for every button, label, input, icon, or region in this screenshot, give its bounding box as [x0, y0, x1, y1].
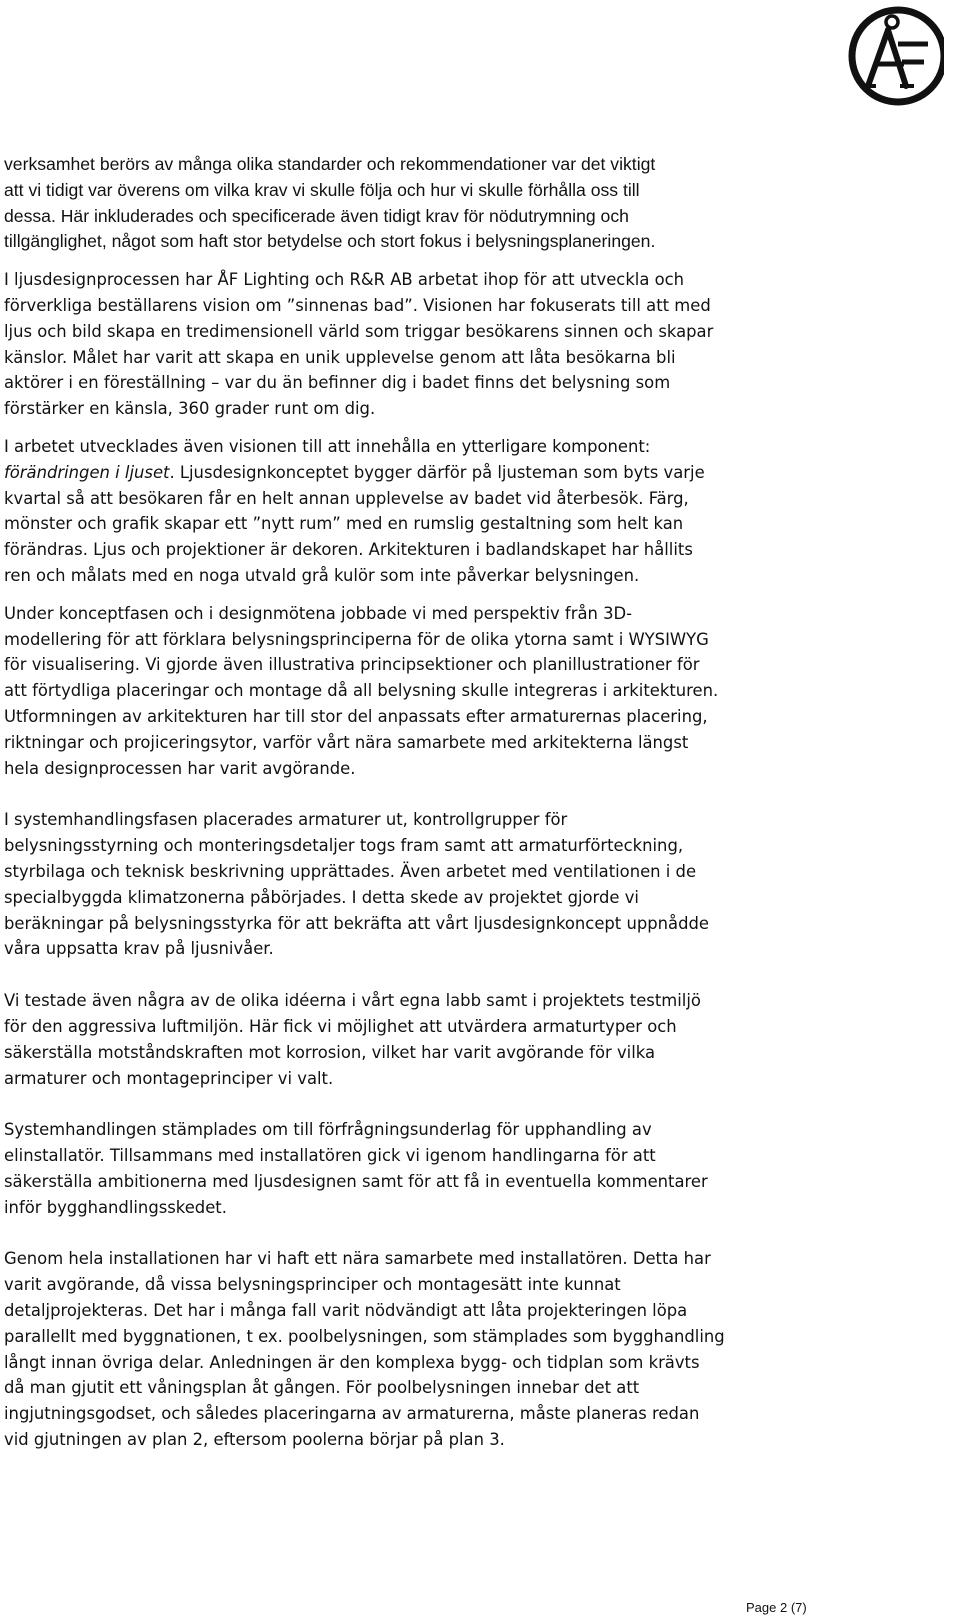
text-line: armaturer och montageprinciper vi valt. — [4, 1068, 334, 1088]
text-fragment: . Ljusdesignkonceptet bygger därför på ljusteman som byts varje — [169, 462, 705, 482]
af-logo-icon — [848, 0, 944, 112]
text-line: verksamhet berörs av många olika standarder och rekommendationer var det viktigt — [4, 154, 656, 174]
document-body — [4, 152, 824, 1453]
text-line: I ljusdesignprocessen har ÅF Lighting och R&R AB arbetat ihop för att utveckla och — [4, 270, 685, 290]
text-line: förändras. Ljus och projektioner är dekoren. Arkitekturen i badlandskapet har hållits — [4, 540, 693, 560]
paragraph-6 — [4, 988, 824, 1091]
text-line: detaljprojekteras. Det har i många fall varit nödvändigt att låta projekteringen löpa — [4, 1301, 688, 1321]
text-line: Utformningen av arkitekturen har till stor del anpassats efter armaturernas placering, — [4, 706, 708, 726]
paragraph-3 — [4, 434, 824, 589]
text-line: Genom hela installationen har vi haft ett nära samarbete med installatören. Detta har — [4, 1249, 711, 1269]
text-line: beräkningar på belysningsstyrka för att bekräfta att vårt ljusdesignkoncept uppnådde — [4, 913, 709, 933]
text-line: Vi testade även några av de olika idéerna i vårt egna labb samt i projektets testmiljö — [4, 991, 701, 1011]
paragraph-4 — [4, 601, 824, 782]
text-line: att förtydliga placeringar och montage då all belysning skulle integreras i arkitekturen. — [4, 681, 719, 701]
text-line: elinstallatör. Tillsammans med installatören gick vi igenom handlingarna för att — [4, 1146, 656, 1166]
text-line: mönster och grafik skapar ett ”nytt rum” med en rumslig gestaltning som helt kan — [4, 514, 684, 534]
text-line: vid gjutningen av plan 2, eftersom poolerna börjar på plan 3. — [4, 1430, 505, 1450]
text-line: förverkliga beställarens vision om ”sinnenas bad”. Visionen har fokuserats till att med — [4, 295, 711, 315]
text-line: riktningar och projiceringsytor, varför vårt nära samarbete med arkitekterna längst — [4, 732, 689, 752]
text-line: inför bygghandlingsskedet. — [4, 1197, 227, 1217]
text-line: modellering för att förklara belysningsprinciperna för de olika ytorna samt i WYSIWYG — [4, 629, 709, 649]
paragraph-8 — [4, 1246, 824, 1452]
text-line: att vi tidigt var överens om vilka krav vi skulle följa och hur vi skulle förhålla oss till — [4, 179, 640, 200]
paragraph-7 — [4, 1117, 824, 1220]
text-line: aktörer i en föreställning – var du än befinner dig i badet finns det belysning som — [4, 373, 671, 393]
text-line: varit avgörande, då vissa belysningsprinciper och montagesätt inte kunnat — [4, 1275, 621, 1295]
paragraph-2 — [4, 267, 824, 422]
text-line: styrbilaga och teknisk beskrivning upprättades. Även arbetet med ventilationen i de — [4, 861, 697, 881]
text-line: förstärker en känsla, 360 grader runt om dig. — [4, 399, 376, 419]
text-line: Systemhandlingen stämplades om till förfrågningsunderlag för upphandling av — [4, 1120, 652, 1140]
text-line: tillgänglighet, något som haft stor betydelse och stort fokus i belysningsplaneringen. — [4, 231, 656, 252]
company-logo — [848, 0, 944, 112]
text-line: I systemhandlingsfasen placerades armaturer ut, kontrollgrupper för — [4, 810, 568, 830]
text-line: I arbetet utvecklades även visionen till att innehålla en ytterligare komponent: — [4, 436, 651, 456]
paragraph-5 — [4, 807, 824, 962]
text-line: ingjutningsgodset, och således placeringarna av armaturerna, måste planeras redan — [4, 1404, 700, 1424]
emphasis-text: förändringen i ljuset — [4, 462, 170, 482]
text-line: dessa. Här inkluderades och specificerade även tidigt krav för nödutrymning och — [4, 205, 629, 226]
text-line: belysningsstyrning och monteringsdetaljer togs fram samt att armaturförteckning, — [4, 836, 684, 856]
text-line: hela designprocessen har varit avgörande. — [4, 758, 356, 778]
text-line: ljus och bild skapa en tredimensionell värld som triggar besökarens sinnen och skapar — [4, 321, 714, 341]
text-line: för visualisering. Vi gjorde även illustrativa principsektioner och planillustrationer för — [4, 655, 700, 675]
text-line: specialbyggda klimatzonerna påbörjades. I detta skede av projektet gjorde vi — [4, 887, 639, 907]
text-line: långt innan övriga delar. Anledningen är den komplexa bygg- och tidplan som krävts — [4, 1352, 700, 1372]
text-line: känslor. Målet har varit att skapa en unik upplevelse genom att låta besökarna bli — [4, 347, 676, 367]
text-line: kvartal så att besökaren får en helt annan upplevelse av badet vid återbesök. Färg, — [4, 488, 689, 508]
paragraph-1 — [4, 152, 824, 255]
page-number: Page 2 (7) — [746, 1600, 807, 1615]
text-line: då man gjutit ett våningsplan åt gången. För poolbelysningen innebar det att — [4, 1378, 640, 1398]
text-line: för den aggressiva luftmiljön. Här fick vi möjlighet att utvärdera armaturtyper och — [4, 1016, 677, 1036]
text-line: parallellt med byggnationen, t ex. poolbelysningen, som stämplades som bygghandling — [4, 1326, 725, 1346]
text-line: Under konceptfasen och i designmötena jobbade vi med perspektiv från 3D- — [4, 603, 633, 623]
text-line: ren och målats med en noga utvald grå kulör som inte påverkar belysningen. — [4, 565, 640, 585]
text-line: säkerställa ambitionerna med ljusdesignen samt för att få in eventuella kommentarer — [4, 1171, 708, 1191]
text-line — [4, 460, 824, 486]
text-line: våra uppsatta krav på ljusnivåer. — [4, 939, 274, 959]
text-line: säkerställa motståndskraften mot korrosion, vilket har varit avgörande för vilka — [4, 1042, 656, 1062]
